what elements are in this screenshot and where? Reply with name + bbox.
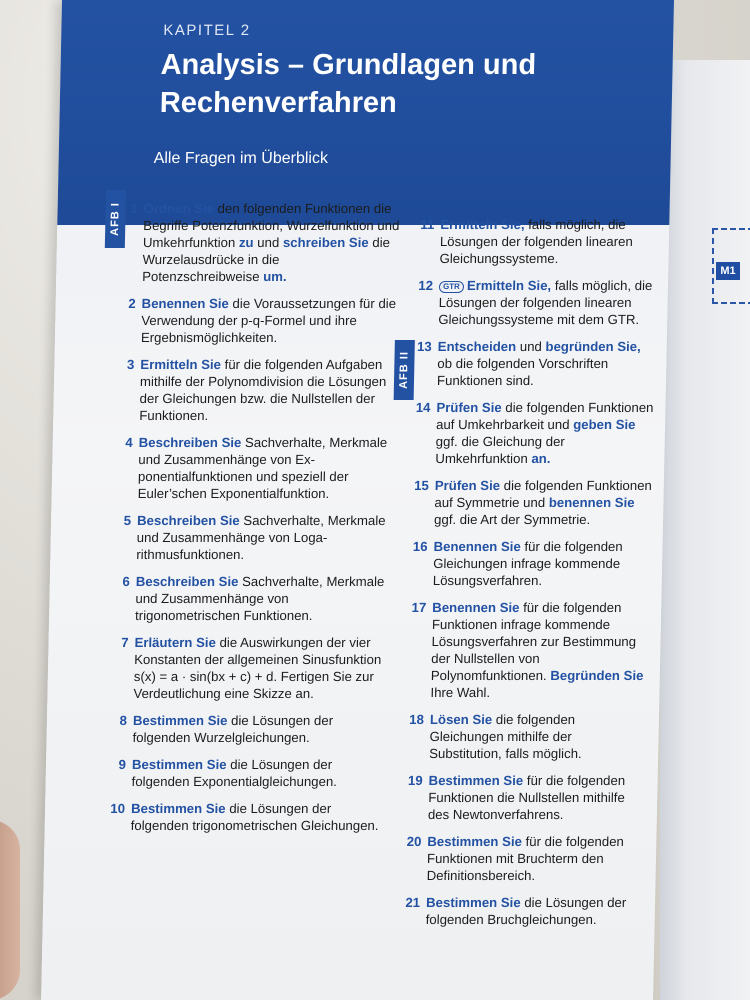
question-number: 21	[405, 895, 421, 910]
chapter-title	[159, 46, 621, 122]
operator-keyword: Ordnen Sie	[143, 201, 215, 216]
question-text	[430, 599, 649, 701]
afb-level-2-tag: AFB II	[394, 340, 415, 400]
question-number: 1	[130, 201, 138, 216]
question-item	[398, 894, 644, 928]
question-item	[113, 295, 399, 346]
operator-keyword: Erläutern Sie	[134, 635, 217, 650]
operator-keyword: Entscheiden	[437, 339, 517, 354]
question-item	[107, 573, 393, 624]
question-item	[400, 772, 646, 823]
question-number: 7	[121, 635, 129, 650]
chapter-label: KAPITEL 2	[163, 22, 251, 39]
question-item	[398, 833, 644, 884]
question-text	[437, 338, 655, 389]
question-number: 19	[407, 773, 423, 788]
question-number: 3	[126, 357, 135, 372]
question-text	[131, 756, 389, 790]
question-item	[104, 712, 390, 746]
question-text	[131, 800, 389, 834]
question-text	[438, 277, 656, 328]
question-item	[411, 216, 657, 267]
question-body-text: für die folgenden Aufgaben mithilfe der Polynomdivision die Lösungen der Gleichungen bzw. die Nullstellen der Funktionen.	[139, 357, 387, 423]
question-number: 11	[420, 217, 435, 232]
question-body-text: Sachverhalte, Merkmale und Zusammenhänge von trigonometrischen Funktionen.	[134, 574, 385, 623]
question-item	[103, 756, 389, 790]
chapter-banner	[57, 0, 674, 225]
question-text	[139, 356, 397, 424]
afb-level-1-tag: AFB I	[105, 190, 126, 248]
operator-keyword: Beschreiben Sie	[135, 574, 239, 589]
question-item	[410, 277, 656, 328]
operator-keyword: an.	[531, 451, 551, 466]
question-body-text: den folgenden Funktionen die Begriffe Potenzfunktion, Wurzelfunktion und Umkehrfunktion	[142, 201, 400, 250]
chapter-subtitle: Alle Fragen im Überblick	[153, 150, 329, 167]
operator-keyword: Ermitteln Sie,	[466, 278, 552, 293]
question-number: 12	[418, 278, 434, 293]
question-body-text: die Wurzelausdrücke in die Potenzschreibweise	[142, 235, 391, 284]
operator-keyword: Beschreiben Sie	[138, 435, 242, 450]
question-item	[405, 538, 651, 589]
operator-keyword: benennen Sie	[548, 495, 635, 510]
thumb	[0, 820, 20, 1000]
question-number: 10	[110, 801, 126, 816]
operator-keyword: zu	[238, 235, 254, 250]
question-text	[434, 477, 652, 528]
question-body-text: und	[516, 339, 546, 354]
question-text	[135, 573, 393, 624]
question-body-text: ob die folgenden Vorschriften Funktionen sind.	[436, 356, 609, 388]
question-body-text: die folgenden Gleichungen mithilfe der Substitution, falls möglich.	[429, 712, 582, 761]
question-text	[137, 434, 395, 502]
question-item	[407, 399, 653, 467]
chapter-title-line2: Rechenverfahren	[159, 87, 398, 119]
question-number: 8	[119, 713, 128, 728]
operator-keyword: Beschreiben Sie	[136, 513, 240, 528]
operator-keyword: Prüfen Sie	[434, 478, 501, 493]
question-item	[109, 434, 395, 502]
question-text	[133, 634, 391, 702]
question-body-text: die Lösungen der folgenden Exponentialgleichungen.	[131, 757, 338, 789]
question-number: 4	[125, 435, 133, 450]
question-body-text: falls möglich, die Lösungen der folgenden linearen Gleichungssysteme mit dem GTR.	[438, 278, 653, 327]
question-item	[114, 200, 401, 285]
operator-keyword: begründen Sie,	[545, 339, 641, 354]
question-number: 20	[406, 834, 422, 849]
operator-keyword: Lösen Sie	[429, 712, 493, 727]
question-text	[136, 512, 394, 563]
question-text	[426, 894, 644, 928]
question-item	[402, 599, 649, 701]
question-number: 16	[412, 539, 428, 554]
book-page	[41, 0, 674, 1000]
question-body-text: die Lösungen der folgenden trigonometrischen Gleichungen.	[130, 801, 379, 833]
operator-keyword: Benennen Sie	[141, 296, 230, 311]
operator-keyword: Bestimmen Sie	[428, 773, 524, 788]
question-number: 15	[414, 478, 429, 493]
question-text	[132, 712, 390, 746]
question-body-text: die Voraussetzungen für die Verwendung der p-q-Formel und ihre Ergebnismöglichkeiten.	[140, 296, 397, 345]
facing-page	[660, 60, 750, 1000]
question-item	[105, 634, 391, 702]
question-number: 13	[416, 339, 432, 354]
operator-keyword: Benennen Sie	[432, 600, 520, 615]
question-body-text: die folgenden Funktionen auf Umkehrbarkeit und	[435, 400, 654, 432]
operator-keyword: Prüfen Sie	[436, 400, 502, 415]
chapter-title-line1: Analysis – Grundlagen und	[160, 49, 537, 81]
question-body-text: Ihre Wahl.	[430, 685, 491, 700]
question-number: 18	[409, 712, 425, 727]
question-number: 6	[122, 574, 130, 589]
operator-keyword: Benennen Sie	[433, 539, 521, 554]
question-text	[429, 711, 647, 762]
operator-keyword: schreiben Sie	[282, 235, 369, 250]
question-body-text: für die folgenden Gleichungen infrage kommende Lösungsverfahren.	[432, 539, 623, 588]
question-number: 14	[415, 400, 431, 415]
question-body-text: die Lösungen der folgenden Wurzelgleichungen.	[132, 713, 334, 745]
question-body-text: Sachverhalte, Merkmale und Zusammenhänge von Exponentialfunktionen und speziell der Euler’schen Exponentialfunktion.	[137, 435, 388, 501]
question-item	[111, 356, 397, 424]
operator-keyword: Ermitteln Sie,	[440, 217, 525, 232]
question-body-text: für die folgenden Funktionen infrage kommende Lösungsverfahren zur Bestimmung der Nullstellen von Polynomfunktionen.	[430, 600, 637, 683]
question-body-text: und	[253, 235, 284, 250]
question-text	[428, 772, 646, 823]
gtr-badge: GTR	[439, 281, 464, 293]
question-body-text: ggf. die Art der Symmetrie.	[433, 512, 591, 527]
question-text	[433, 538, 651, 589]
question-body-text: die Lösungen der folgenden Bruchgleichungen.	[425, 895, 627, 927]
question-text	[435, 399, 653, 467]
question-item	[406, 477, 652, 528]
question-body-text: die folgenden Funktionen auf Symmetrie und	[434, 478, 653, 510]
question-number: 2	[128, 296, 136, 311]
question-body-text: für die folgenden Funktionen die Nullstellen mithilfe des Newtonverfahrens.	[427, 773, 626, 822]
question-body-text: für die folgenden Funktionen mit Bruchterm den Definitionsbereich.	[426, 834, 625, 883]
operator-keyword: geben Sie	[573, 417, 636, 432]
question-item	[108, 512, 394, 563]
question-text	[439, 216, 657, 267]
questions-right-column	[397, 216, 657, 938]
question-text	[142, 200, 401, 285]
operator-keyword: Ermitteln Sie	[140, 357, 222, 372]
questions-left-column	[102, 200, 400, 844]
margin-tag-m1: M1	[716, 262, 740, 280]
question-body-text: ggf. die Gleichung der Umkehrfunktion	[435, 434, 565, 466]
question-text	[426, 833, 644, 884]
question-body-text: die Auswirkungen der vier Konstanten der allgemeinen Sinusfunktion s(x) = a · sin(bx + c) + d. Fertigen Sie zur Verdeutlichung eine Skizze an.	[133, 635, 382, 701]
question-item	[103, 800, 389, 834]
operator-keyword: um.	[263, 269, 287, 284]
operator-keyword: Bestimmen Sie	[132, 713, 228, 728]
question-body-text: Sachverhalte, Merkmale und Zusammenhänge von Logarithmusfunktionen.	[136, 513, 386, 562]
operator-keyword: Bestimmen Sie	[425, 895, 521, 910]
operator-keyword: Bestimmen Sie	[131, 757, 227, 772]
operator-keyword: Begründen Sie	[550, 668, 644, 683]
question-number: 5	[123, 513, 132, 528]
question-number: 17	[411, 600, 427, 615]
operator-keyword: Bestimmen Sie	[427, 834, 523, 849]
question-item	[401, 711, 647, 762]
question-item	[409, 338, 655, 389]
question-body-text: falls möglich, die Lösungen der folgenden linearen Gleichungssysteme.	[439, 217, 633, 266]
operator-keyword: Bestimmen Sie	[130, 801, 226, 816]
question-number: 9	[118, 757, 127, 772]
question-text	[141, 295, 399, 346]
